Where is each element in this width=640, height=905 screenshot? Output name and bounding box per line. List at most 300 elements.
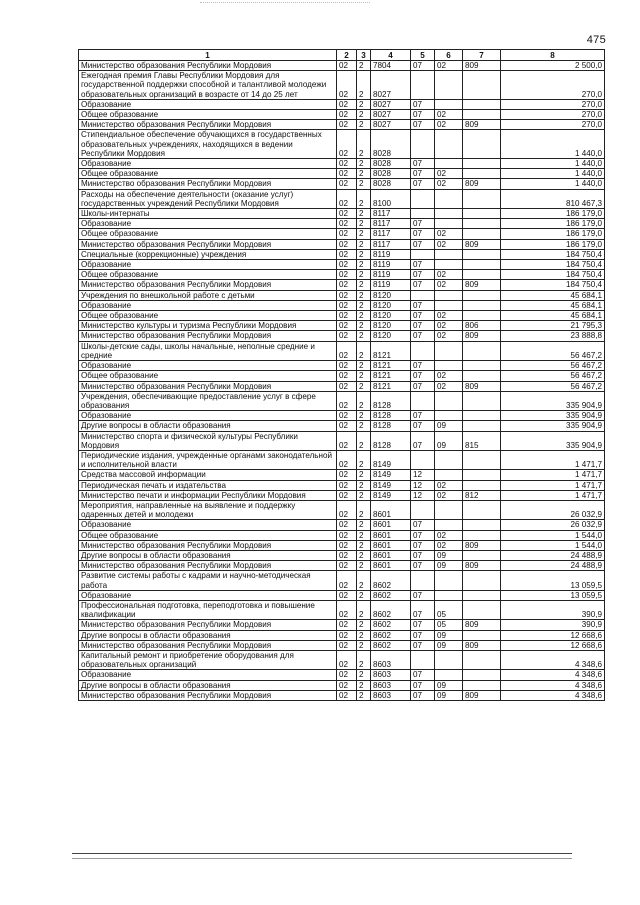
code-cell: 07 <box>411 690 435 700</box>
code-cell: 07 <box>411 561 435 571</box>
scan-artifact <box>200 2 370 3</box>
code-cell: 07 <box>411 361 435 371</box>
code-cell: 2 <box>357 71 371 100</box>
code-cell: 8601 <box>371 530 411 540</box>
footer-rule <box>72 853 572 854</box>
table-row <box>79 229 605 239</box>
row-label: Общее образование <box>79 270 337 280</box>
row-label: Капитальный ремонт и приобретение оборудования для образовательных организаций <box>79 650 337 669</box>
code-cell: 2 <box>357 239 371 249</box>
code-cell: 2 <box>357 381 371 391</box>
code-cell: 8602 <box>371 590 411 600</box>
code-cell <box>411 249 435 259</box>
code-cell <box>435 249 463 259</box>
code-cell: 2 <box>357 300 371 310</box>
code-cell: 2 <box>357 540 371 550</box>
code-cell: 02 <box>337 690 357 700</box>
code-cell: 02 <box>337 680 357 690</box>
column-header-5: 5 <box>411 50 435 61</box>
amount-cell: 184 750,4 <box>501 249 605 259</box>
amount-cell: 26 032,9 <box>501 520 605 530</box>
code-cell: 02 <box>435 540 463 550</box>
code-cell: 02 <box>337 381 357 391</box>
amount-cell: 12 668,6 <box>501 640 605 650</box>
amount-cell: 810 467,3 <box>501 189 605 208</box>
table-row <box>79 120 605 130</box>
code-cell: 8120 <box>371 311 411 321</box>
row-label: Другие вопросы в области образования <box>79 630 337 640</box>
code-cell <box>463 311 501 321</box>
amount-cell: 1 544,0 <box>501 530 605 540</box>
code-cell: 12 <box>411 480 435 490</box>
row-label: Общее образование <box>79 229 337 239</box>
code-cell: 02 <box>337 550 357 560</box>
code-cell: 8602 <box>371 600 411 619</box>
code-cell <box>435 290 463 300</box>
code-cell <box>463 341 501 360</box>
code-cell: 8149 <box>371 450 411 469</box>
row-label: Ежегодная премия Главы Республики Мордовия для государственной поддержки способной и талантливой молодежи образовательных организаций в возрасте от 14 до 25 лет <box>79 71 337 100</box>
footer-rule <box>72 858 572 859</box>
row-label: Министерство образования Республики Мордовия <box>79 239 337 249</box>
row-label: Общее образование <box>79 110 337 120</box>
code-cell: 02 <box>337 500 357 519</box>
table-row <box>79 300 605 310</box>
table-row <box>79 219 605 229</box>
code-cell: 07 <box>411 179 435 189</box>
code-cell: 07 <box>411 110 435 120</box>
code-cell <box>435 590 463 600</box>
amount-cell: 270,0 <box>501 110 605 120</box>
code-cell: 02 <box>337 270 357 280</box>
code-cell <box>463 209 501 219</box>
amount-cell: 1 440,0 <box>501 179 605 189</box>
amount-cell: 13 059,5 <box>501 590 605 600</box>
code-cell: 8117 <box>371 239 411 249</box>
code-cell: 07 <box>411 219 435 229</box>
code-cell: 12 <box>411 490 435 500</box>
code-cell: 8603 <box>371 650 411 669</box>
code-cell <box>463 500 501 519</box>
column-header-2: 2 <box>337 50 357 61</box>
code-cell: 2 <box>357 490 371 500</box>
code-cell <box>463 571 501 590</box>
table-row <box>79 249 605 259</box>
table-row <box>79 620 605 630</box>
code-cell <box>435 571 463 590</box>
table-row <box>79 290 605 300</box>
code-cell: 07 <box>411 520 435 530</box>
code-cell <box>435 411 463 421</box>
table-row <box>79 341 605 360</box>
code-cell <box>463 411 501 421</box>
code-cell: 07 <box>411 550 435 560</box>
amount-cell: 184 750,4 <box>501 280 605 290</box>
amount-cell: 56 467,2 <box>501 361 605 371</box>
code-cell: 2 <box>357 61 371 71</box>
amount-cell: 1 471,7 <box>501 490 605 500</box>
code-cell <box>463 189 501 208</box>
code-cell <box>463 630 501 640</box>
code-cell: 07 <box>411 321 435 331</box>
code-cell: 02 <box>337 219 357 229</box>
code-cell: 02 <box>435 381 463 391</box>
row-label: Общее образование <box>79 311 337 321</box>
column-header-1: 1 <box>79 50 337 61</box>
code-cell: 2 <box>357 280 371 290</box>
code-cell: 8149 <box>371 480 411 490</box>
code-cell: 2 <box>357 179 371 189</box>
table-row <box>79 110 605 120</box>
code-cell: 8603 <box>371 690 411 700</box>
code-cell: 8027 <box>371 120 411 130</box>
code-cell <box>463 470 501 480</box>
table-row <box>79 321 605 331</box>
code-cell <box>435 219 463 229</box>
row-label: Министерство образования Республики Мордовия <box>79 331 337 341</box>
row-label: Другие вопросы в области образования <box>79 421 337 431</box>
row-label: Министерство образования Республики Мордовия <box>79 561 337 571</box>
table-row <box>79 590 605 600</box>
code-cell: 09 <box>435 680 463 690</box>
row-label: Образование <box>79 670 337 680</box>
row-label: Министерство печати и информации Республики Мордовия <box>79 490 337 500</box>
amount-cell: 12 668,6 <box>501 630 605 640</box>
amount-cell: 4 348,6 <box>501 690 605 700</box>
code-cell: 2 <box>357 500 371 519</box>
row-label: Учреждения по внешкольной работе с детьми <box>79 290 337 300</box>
code-cell: 02 <box>337 361 357 371</box>
amount-cell: 45 684,1 <box>501 311 605 321</box>
code-cell <box>435 450 463 469</box>
code-cell <box>435 99 463 109</box>
table-row <box>79 571 605 590</box>
code-cell <box>435 391 463 410</box>
code-cell <box>411 209 435 219</box>
code-cell: 07 <box>411 620 435 630</box>
code-cell: 2 <box>357 650 371 669</box>
code-cell: 8119 <box>371 260 411 270</box>
code-cell: 2 <box>357 311 371 321</box>
table-row <box>79 311 605 321</box>
code-cell: 812 <box>463 490 501 500</box>
code-cell: 02 <box>435 61 463 71</box>
code-cell: 02 <box>337 341 357 360</box>
amount-cell: 184 750,4 <box>501 260 605 270</box>
amount-cell: 390,9 <box>501 620 605 630</box>
code-cell: 2 <box>357 640 371 650</box>
row-label: Образование <box>79 159 337 169</box>
table-row <box>79 690 605 700</box>
row-label: Образование <box>79 300 337 310</box>
code-cell: 07 <box>411 260 435 270</box>
amount-cell: 186 179,0 <box>501 239 605 249</box>
code-cell: 07 <box>411 590 435 600</box>
code-cell <box>411 571 435 590</box>
code-cell <box>463 450 501 469</box>
code-cell: 07 <box>411 600 435 619</box>
code-cell: 2 <box>357 371 371 381</box>
table-row <box>79 600 605 619</box>
code-cell: 07 <box>411 540 435 550</box>
code-cell: 02 <box>337 590 357 600</box>
code-cell <box>463 530 501 540</box>
code-cell: 2 <box>357 270 371 280</box>
code-cell: 02 <box>337 650 357 669</box>
budget-table <box>78 49 605 701</box>
table-row <box>79 640 605 650</box>
table-body <box>79 61 605 701</box>
code-cell: 8121 <box>371 361 411 371</box>
code-cell <box>411 500 435 519</box>
row-label: Министерство образования Республики Мордовия <box>79 640 337 650</box>
table-row <box>79 130 605 159</box>
code-cell: 8028 <box>371 179 411 189</box>
code-cell <box>463 670 501 680</box>
code-cell: 8128 <box>371 391 411 410</box>
code-cell <box>435 300 463 310</box>
code-cell: 8602 <box>371 630 411 640</box>
code-cell: 09 <box>435 421 463 431</box>
code-cell: 02 <box>337 571 357 590</box>
code-cell: 8603 <box>371 670 411 680</box>
code-cell: 02 <box>435 321 463 331</box>
row-label: Специальные (коррекционные) учреждения <box>79 249 337 259</box>
amount-cell: 335 904,9 <box>501 411 605 421</box>
code-cell: 2 <box>357 260 371 270</box>
code-cell <box>463 600 501 619</box>
code-cell: 02 <box>337 391 357 410</box>
row-label: Министерство культуры и туризма Республики Мордовия <box>79 321 337 331</box>
code-cell <box>411 450 435 469</box>
code-cell: 8128 <box>371 431 411 450</box>
code-cell: 2 <box>357 690 371 700</box>
code-cell <box>435 341 463 360</box>
table-row <box>79 670 605 680</box>
amount-cell: 4 348,6 <box>501 650 605 669</box>
code-cell: 02 <box>435 331 463 341</box>
code-cell: 07 <box>411 640 435 650</box>
code-cell: 809 <box>463 61 501 71</box>
code-cell: 8117 <box>371 229 411 239</box>
table-row <box>79 331 605 341</box>
code-cell: 2 <box>357 341 371 360</box>
code-cell: 809 <box>463 561 501 571</box>
code-cell <box>463 520 501 530</box>
code-cell <box>411 391 435 410</box>
code-cell: 8117 <box>371 209 411 219</box>
code-cell: 2 <box>357 421 371 431</box>
code-cell <box>463 71 501 100</box>
code-cell <box>435 650 463 669</box>
code-cell: 7804 <box>371 61 411 71</box>
code-cell: 02 <box>435 169 463 179</box>
code-cell: 02 <box>337 179 357 189</box>
row-label: Образование <box>79 219 337 229</box>
amount-cell: 13 059,5 <box>501 571 605 590</box>
code-cell: 02 <box>435 490 463 500</box>
table-row <box>79 561 605 571</box>
code-cell: 809 <box>463 120 501 130</box>
code-cell: 8601 <box>371 500 411 519</box>
code-cell <box>463 300 501 310</box>
code-cell: 02 <box>337 490 357 500</box>
code-cell: 07 <box>411 120 435 130</box>
amount-cell: 270,0 <box>501 120 605 130</box>
table-row <box>79 280 605 290</box>
code-cell <box>463 480 501 490</box>
code-cell: 02 <box>435 480 463 490</box>
code-cell: 8128 <box>371 421 411 431</box>
code-cell <box>463 260 501 270</box>
row-label: Министерство спорта и физической культуры Республики Мордовия <box>79 431 337 450</box>
code-cell: 02 <box>337 229 357 239</box>
code-cell: 02 <box>337 321 357 331</box>
row-label: Образование <box>79 411 337 421</box>
code-cell: 2 <box>357 219 371 229</box>
code-cell <box>435 470 463 480</box>
code-cell: 02 <box>337 600 357 619</box>
amount-cell: 186 179,0 <box>501 229 605 239</box>
table-row <box>79 391 605 410</box>
code-cell: 809 <box>463 239 501 249</box>
code-cell: 02 <box>337 120 357 130</box>
amount-cell: 4 348,6 <box>501 670 605 680</box>
code-cell: 07 <box>411 61 435 71</box>
code-cell <box>463 169 501 179</box>
code-cell <box>435 159 463 169</box>
code-cell: 02 <box>337 189 357 208</box>
code-cell: 8121 <box>371 381 411 391</box>
table-row <box>79 530 605 540</box>
code-cell: 2 <box>357 670 371 680</box>
code-cell: 8121 <box>371 371 411 381</box>
code-cell: 2 <box>357 229 371 239</box>
row-label: Периодические издания, учрежденные органами законодательной и исполнительной власти <box>79 450 337 469</box>
code-cell: 2 <box>357 331 371 341</box>
code-cell: 8117 <box>371 219 411 229</box>
table-row <box>79 381 605 391</box>
code-cell <box>463 590 501 600</box>
table-row <box>79 540 605 550</box>
code-cell: 806 <box>463 321 501 331</box>
code-cell: 8601 <box>371 561 411 571</box>
table-row <box>79 450 605 469</box>
table-row <box>79 500 605 519</box>
code-cell <box>463 249 501 259</box>
code-cell: 8027 <box>371 110 411 120</box>
code-cell: 02 <box>337 99 357 109</box>
amount-cell: 270,0 <box>501 99 605 109</box>
row-label: Министерство образования Республики Мордовия <box>79 61 337 71</box>
code-cell <box>435 260 463 270</box>
code-cell: 02 <box>435 371 463 381</box>
code-cell: 02 <box>337 260 357 270</box>
code-cell: 809 <box>463 690 501 700</box>
code-cell: 2 <box>357 450 371 469</box>
code-cell: 8128 <box>371 411 411 421</box>
code-cell: 12 <box>411 470 435 480</box>
column-header-3: 3 <box>357 50 371 61</box>
code-cell <box>463 361 501 371</box>
code-cell: 8121 <box>371 341 411 360</box>
code-cell: 8119 <box>371 270 411 280</box>
code-cell: 02 <box>337 311 357 321</box>
code-cell: 09 <box>435 690 463 700</box>
code-cell <box>411 130 435 159</box>
code-cell: 02 <box>337 71 357 100</box>
row-label: Образование <box>79 520 337 530</box>
code-cell <box>435 71 463 100</box>
code-cell: 809 <box>463 640 501 650</box>
code-cell <box>463 650 501 669</box>
code-cell: 07 <box>411 311 435 321</box>
row-label: Средства массовой информации <box>79 470 337 480</box>
code-cell: 02 <box>435 530 463 540</box>
code-cell <box>463 421 501 431</box>
code-cell <box>435 361 463 371</box>
code-cell <box>463 680 501 690</box>
code-cell: 2 <box>357 680 371 690</box>
row-label: Министерство образования Республики Мордовия <box>79 690 337 700</box>
amount-cell: 45 684,1 <box>501 290 605 300</box>
code-cell: 02 <box>337 450 357 469</box>
code-cell: 07 <box>411 331 435 341</box>
amount-cell: 186 179,0 <box>501 209 605 219</box>
code-cell: 8602 <box>371 620 411 630</box>
code-cell: 2 <box>357 630 371 640</box>
code-cell: 07 <box>411 270 435 280</box>
code-cell: 809 <box>463 540 501 550</box>
code-cell: 02 <box>337 470 357 480</box>
amount-cell: 270,0 <box>501 71 605 100</box>
code-cell: 05 <box>435 620 463 630</box>
code-cell: 07 <box>411 99 435 109</box>
table-row <box>79 411 605 421</box>
code-cell: 2 <box>357 120 371 130</box>
code-cell: 07 <box>411 530 435 540</box>
table-row <box>79 189 605 208</box>
code-cell: 8149 <box>371 490 411 500</box>
amount-cell: 1 471,7 <box>501 470 605 480</box>
table-header-row <box>79 50 605 61</box>
code-cell: 2 <box>357 561 371 571</box>
amount-cell: 56 467,2 <box>501 371 605 381</box>
code-cell: 02 <box>337 530 357 540</box>
code-cell: 2 <box>357 590 371 600</box>
amount-cell: 1 440,0 <box>501 169 605 179</box>
code-cell: 809 <box>463 331 501 341</box>
code-cell <box>435 670 463 680</box>
code-cell: 8120 <box>371 321 411 331</box>
code-cell <box>463 110 501 120</box>
code-cell: 02 <box>337 209 357 219</box>
code-cell <box>463 550 501 560</box>
code-cell: 02 <box>337 561 357 571</box>
code-cell: 2 <box>357 99 371 109</box>
code-cell: 2 <box>357 110 371 120</box>
code-cell: 8603 <box>371 680 411 690</box>
code-cell: 07 <box>411 229 435 239</box>
row-label: Министерство образования Республики Мордовия <box>79 280 337 290</box>
row-label: Другие вопросы в области образования <box>79 680 337 690</box>
code-cell: 02 <box>337 239 357 249</box>
code-cell <box>463 99 501 109</box>
code-cell <box>411 71 435 100</box>
table-row <box>79 371 605 381</box>
code-cell <box>463 391 501 410</box>
code-cell: 8027 <box>371 71 411 100</box>
